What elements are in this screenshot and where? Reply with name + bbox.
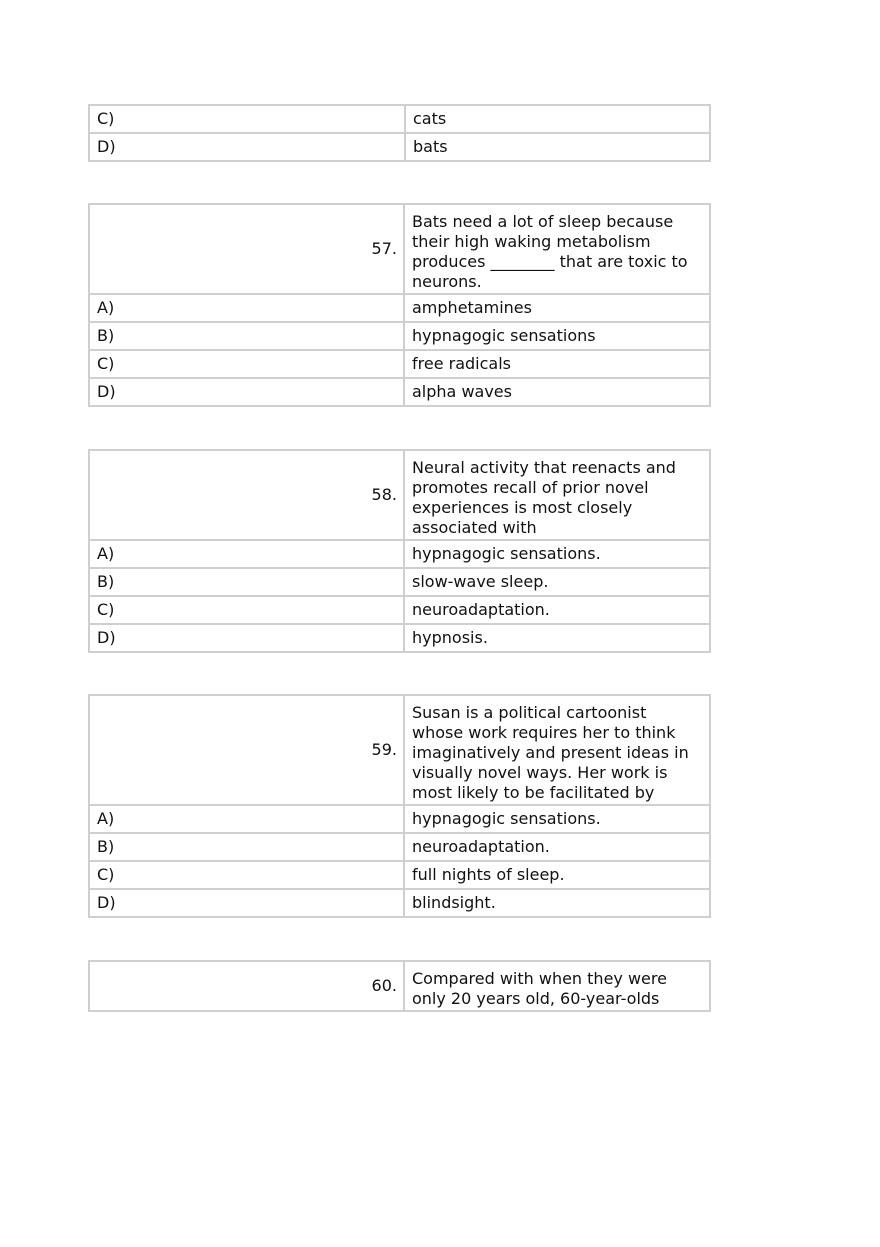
- question-number: 60.: [89, 961, 404, 1011]
- question-table: [88, 694, 711, 918]
- question-row: [89, 204, 710, 294]
- option-letter: B): [89, 833, 404, 861]
- question-text: Bats need a lot of sleep because their high waking metabolism produces ________ that are toxic to neurons.: [404, 204, 710, 294]
- option-letter: C): [89, 105, 405, 133]
- option-row: [89, 833, 710, 861]
- option-letter: C): [89, 596, 404, 624]
- question-text: Neural activity that reenacts and promotes recall of prior novel experiences is most closely associated with: [404, 450, 710, 540]
- question-number: 59.: [89, 695, 404, 805]
- question-table: [88, 960, 711, 1012]
- option-row: [89, 133, 710, 161]
- option-text: hypnagogic sensations.: [404, 540, 710, 568]
- option-text: alpha waves: [404, 378, 710, 406]
- option-row: [89, 105, 710, 133]
- option-letter: A): [89, 805, 404, 833]
- option-row: [89, 294, 710, 322]
- option-row: [89, 861, 710, 889]
- option-letter: D): [89, 889, 404, 917]
- option-text: free radicals: [404, 350, 710, 378]
- option-letter: B): [89, 568, 404, 596]
- option-text: bats: [405, 133, 710, 161]
- option-row: [89, 889, 710, 917]
- question-number: 58.: [89, 450, 404, 540]
- option-row: [89, 568, 710, 596]
- question-table: [88, 203, 711, 407]
- option-text: neuroadaptation.: [404, 596, 710, 624]
- option-text: hypnagogic sensations.: [404, 805, 710, 833]
- option-letter: B): [89, 322, 404, 350]
- option-text: full nights of sleep.: [404, 861, 710, 889]
- option-row: [89, 378, 710, 406]
- question-table: [88, 104, 711, 162]
- option-row: [89, 805, 710, 833]
- question-text: Compared with when they were only 20 years old, 60-year-olds: [404, 961, 710, 1011]
- option-letter: D): [89, 378, 404, 406]
- option-text: neuroadaptation.: [404, 833, 710, 861]
- option-row: [89, 596, 710, 624]
- option-letter: C): [89, 861, 404, 889]
- option-letter: D): [89, 624, 404, 652]
- option-letter: A): [89, 294, 404, 322]
- question-number: 57.: [89, 204, 404, 294]
- option-text: slow-wave sleep.: [404, 568, 710, 596]
- question-text: Susan is a political cartoonist whose work requires her to think imaginatively and present ideas in visually novel ways. Her work is most likely to be facilitated by: [404, 695, 710, 805]
- option-text: hypnagogic sensations: [404, 322, 710, 350]
- question-row: [89, 450, 710, 540]
- option-row: [89, 624, 710, 652]
- option-text: hypnosis.: [404, 624, 710, 652]
- question-row: [89, 961, 710, 1011]
- question-row: [89, 695, 710, 805]
- option-row: [89, 540, 710, 568]
- option-text: blindsight.: [404, 889, 710, 917]
- option-text: cats: [405, 105, 710, 133]
- option-row: [89, 322, 710, 350]
- question-table: [88, 449, 711, 653]
- option-letter: A): [89, 540, 404, 568]
- option-text: amphetamines: [404, 294, 710, 322]
- option-letter: C): [89, 350, 404, 378]
- option-row: [89, 350, 710, 378]
- option-letter: D): [89, 133, 405, 161]
